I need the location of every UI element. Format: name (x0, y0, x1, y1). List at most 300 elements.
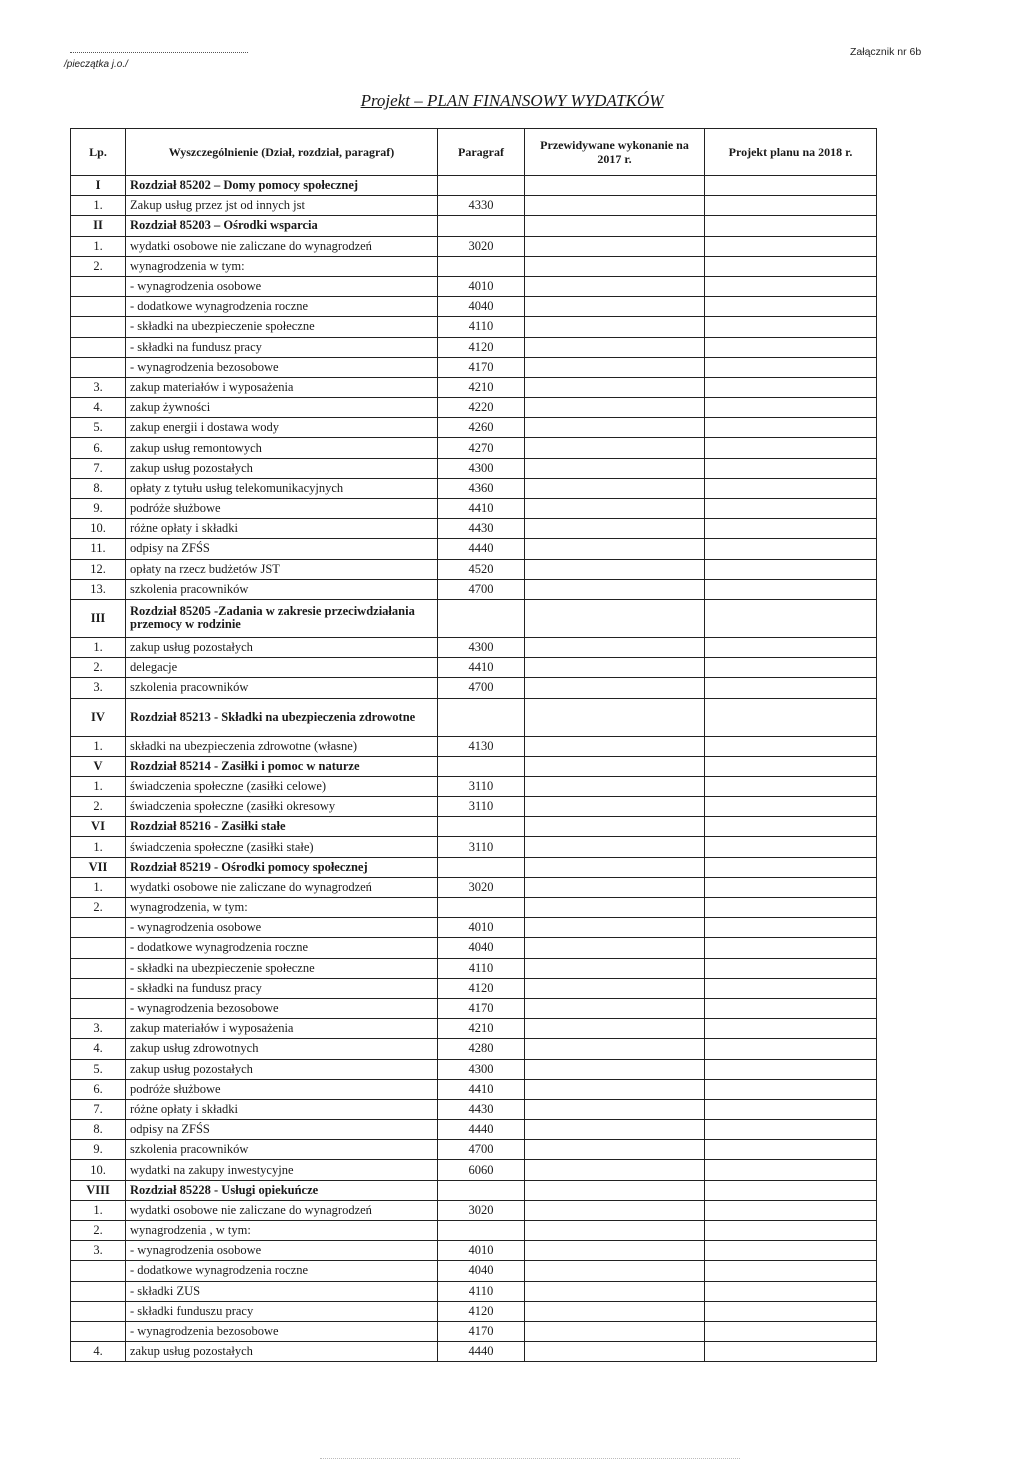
row-description: zakup usług pozostałych (126, 458, 438, 478)
annex-label: Załącznik nr 6b (850, 46, 922, 58)
table-row (71, 599, 877, 637)
row-plan-value (705, 559, 877, 579)
row-paragraf: 4430 (438, 1099, 525, 1119)
row-lp (71, 938, 126, 958)
row-lp: 4. (71, 1039, 126, 1059)
row-forecast-value (525, 418, 705, 438)
row-description: Rozdział 85202 – Domy pomocy społecznej (126, 176, 438, 196)
row-forecast-value (525, 317, 705, 337)
table-row (71, 1099, 877, 1119)
table-row (71, 559, 877, 579)
row-forecast-value (525, 637, 705, 657)
row-paragraf: 3020 (438, 236, 525, 256)
row-paragraf: 4260 (438, 418, 525, 438)
table-row (71, 776, 877, 796)
row-lp: VII (71, 857, 126, 877)
row-description: opłaty na rzecz budżetów JST (126, 559, 438, 579)
row-plan-value (705, 1140, 877, 1160)
row-forecast-value (525, 1079, 705, 1099)
row-paragraf: 4440 (438, 1120, 525, 1140)
row-plan-value (705, 817, 877, 837)
row-plan-value (705, 337, 877, 357)
row-lp (71, 958, 126, 978)
col-header-plan-2018: Projekt planu na 2018 r. (705, 129, 877, 176)
row-forecast-value (525, 658, 705, 678)
table-row (71, 1160, 877, 1180)
row-forecast-value (525, 1140, 705, 1160)
finance-plan-table (70, 128, 877, 1362)
row-description: wynagrodzenia w tym: (126, 256, 438, 276)
row-description: zakup usług zdrowotnych (126, 1039, 438, 1059)
row-lp: 6. (71, 1079, 126, 1099)
row-lp: 11. (71, 539, 126, 559)
row-description: Rozdział 85216 - Zasiłki stałe (126, 817, 438, 837)
row-plan-value (705, 317, 877, 337)
row-forecast-value (525, 1281, 705, 1301)
row-plan-value (705, 519, 877, 539)
table-row (71, 918, 877, 938)
row-description: odpisy na ZFŚS (126, 539, 438, 559)
row-forecast-value (525, 958, 705, 978)
table-row (71, 1140, 877, 1160)
row-paragraf: 4330 (438, 196, 525, 216)
row-plan-value (705, 216, 877, 236)
row-paragraf: 4210 (438, 1019, 525, 1039)
row-plan-value (705, 599, 877, 637)
row-plan-value (705, 1120, 877, 1140)
row-lp: V (71, 756, 126, 776)
row-plan-value (705, 398, 877, 418)
table-row (71, 418, 877, 438)
row-lp: II (71, 216, 126, 236)
stamp-dotted-line (70, 44, 248, 53)
table-row (71, 196, 877, 216)
row-description: odpisy na ZFŚS (126, 1120, 438, 1140)
row-paragraf: 4110 (438, 958, 525, 978)
row-paragraf: 4300 (438, 637, 525, 657)
row-forecast-value (525, 438, 705, 458)
row-description: - składki na fundusz pracy (126, 978, 438, 998)
table-row (71, 658, 877, 678)
row-lp: I (71, 176, 126, 196)
table-row (71, 1059, 877, 1079)
table-row (71, 837, 877, 857)
row-paragraf: 4520 (438, 559, 525, 579)
row-lp: 5. (71, 418, 126, 438)
row-forecast-value (525, 579, 705, 599)
table-row (71, 1321, 877, 1341)
row-forecast-value (525, 736, 705, 756)
row-description: zakup materiałów i wyposażenia (126, 377, 438, 397)
row-lp: 1. (71, 1200, 126, 1220)
row-description: - dodatkowe wynagrodzenia roczne (126, 938, 438, 958)
row-paragraf: 3110 (438, 776, 525, 796)
table-row (71, 398, 877, 418)
footer-dotted-line (320, 1458, 740, 1459)
row-forecast-value (525, 1261, 705, 1281)
table-row (71, 1221, 877, 1241)
row-lp (71, 978, 126, 998)
row-description: zakup usług remontowych (126, 438, 438, 458)
row-lp: IV (71, 698, 126, 736)
stamp-label: /pieczątka j.o./ (64, 59, 128, 70)
row-forecast-value (525, 196, 705, 216)
row-lp: 1. (71, 736, 126, 756)
row-forecast-value (525, 1160, 705, 1180)
row-paragraf (438, 1221, 525, 1241)
table-row (71, 458, 877, 478)
row-description: składki na ubezpieczenia zdrowotne (własne) (126, 736, 438, 756)
row-paragraf: 6060 (438, 1160, 525, 1180)
row-lp: 8. (71, 478, 126, 498)
table-row (71, 176, 877, 196)
row-paragraf (438, 817, 525, 837)
row-lp: 6. (71, 438, 126, 458)
row-paragraf: 4040 (438, 1261, 525, 1281)
row-description: - wynagrodzenia bezosobowe (126, 357, 438, 377)
row-forecast-value (525, 698, 705, 736)
row-description: Rozdział 85219 - Ośrodki pomocy społecznej (126, 857, 438, 877)
row-description: wydatki osobowe nie zaliczane do wynagrodzeń (126, 236, 438, 256)
row-paragraf (438, 216, 525, 236)
row-plan-value (705, 797, 877, 817)
row-description: zakup usług pozostałych (126, 1059, 438, 1079)
row-paragraf: 4040 (438, 938, 525, 958)
row-lp: 3. (71, 377, 126, 397)
row-lp (71, 297, 126, 317)
row-paragraf: 4220 (438, 398, 525, 418)
row-lp (71, 1261, 126, 1281)
table-row (71, 698, 877, 736)
table-row (71, 1120, 877, 1140)
row-forecast-value (525, 377, 705, 397)
row-forecast-value (525, 276, 705, 296)
row-forecast-value (525, 1221, 705, 1241)
row-description: wydatki na zakupy inwestycyjne (126, 1160, 438, 1180)
table-row (71, 539, 877, 559)
row-lp: VI (71, 817, 126, 837)
table-row (71, 357, 877, 377)
row-paragraf: 4120 (438, 978, 525, 998)
row-lp (71, 1301, 126, 1321)
table-row (71, 317, 877, 337)
row-paragraf (438, 857, 525, 877)
row-plan-value (705, 1099, 877, 1119)
row-paragraf: 4410 (438, 658, 525, 678)
row-forecast-value (525, 499, 705, 519)
row-forecast-value (525, 1120, 705, 1140)
row-lp: 3. (71, 678, 126, 698)
row-forecast-value (525, 857, 705, 877)
row-paragraf: 3110 (438, 837, 525, 857)
row-description: - dodatkowe wynagrodzenia roczne (126, 1261, 438, 1281)
row-paragraf: 4300 (438, 458, 525, 478)
row-lp: 13. (71, 579, 126, 599)
table-row (71, 1180, 877, 1200)
row-forecast-value (525, 877, 705, 897)
row-lp: 1. (71, 236, 126, 256)
row-description: zakup usług pozostałych (126, 1342, 438, 1362)
row-paragraf: 3020 (438, 1200, 525, 1220)
row-paragraf: 3020 (438, 877, 525, 897)
row-forecast-value (525, 256, 705, 276)
table-row (71, 958, 877, 978)
table-row (71, 817, 877, 837)
table-row (71, 898, 877, 918)
row-plan-value (705, 776, 877, 796)
row-plan-value (705, 418, 877, 438)
row-description: wydatki osobowe nie zaliczane do wynagrodzeń (126, 877, 438, 897)
row-forecast-value (525, 1321, 705, 1341)
row-paragraf: 4010 (438, 1241, 525, 1261)
row-forecast-value (525, 1200, 705, 1220)
table-header-row (71, 129, 877, 176)
row-plan-value (705, 978, 877, 998)
row-forecast-value (525, 817, 705, 837)
row-description: podróże służbowe (126, 1079, 438, 1099)
row-plan-value (705, 478, 877, 498)
row-paragraf (438, 898, 525, 918)
row-lp (71, 1321, 126, 1341)
row-description: - składki funduszu pracy (126, 1301, 438, 1321)
row-plan-value (705, 1241, 877, 1261)
row-description: świadczenia społeczne (zasiłki okresowy (126, 797, 438, 817)
table-row (71, 1079, 877, 1099)
table-row (71, 478, 877, 498)
row-lp: 8. (71, 1120, 126, 1140)
row-plan-value (705, 539, 877, 559)
row-lp: 2. (71, 898, 126, 918)
row-plan-value (705, 297, 877, 317)
table-row (71, 499, 877, 519)
row-forecast-value (525, 1039, 705, 1059)
row-paragraf: 4170 (438, 357, 525, 377)
row-paragraf: 4010 (438, 276, 525, 296)
row-lp (71, 1281, 126, 1301)
row-plan-value (705, 1301, 877, 1321)
row-paragraf: 4410 (438, 1079, 525, 1099)
row-plan-value (705, 938, 877, 958)
row-description: świadczenia społeczne (zasiłki stałe) (126, 837, 438, 857)
row-paragraf: 4130 (438, 736, 525, 756)
row-paragraf: 4110 (438, 317, 525, 337)
row-plan-value (705, 1261, 877, 1281)
page-title (0, 91, 1024, 111)
row-plan-value (705, 1321, 877, 1341)
row-plan-value (705, 1079, 877, 1099)
table-row (71, 797, 877, 817)
row-paragraf: 4700 (438, 1140, 525, 1160)
row-description: Rozdział 85214 - Zasiłki i pomoc w naturze (126, 756, 438, 776)
row-paragraf: 4360 (438, 478, 525, 498)
row-plan-value (705, 438, 877, 458)
row-lp: 1. (71, 637, 126, 657)
row-lp: 3. (71, 1019, 126, 1039)
row-plan-value (705, 1281, 877, 1301)
row-plan-value (705, 837, 877, 857)
row-description: zakup materiałów i wyposażenia (126, 1019, 438, 1039)
table-row (71, 216, 877, 236)
table-row (71, 678, 877, 698)
row-paragraf: 4410 (438, 499, 525, 519)
row-plan-value (705, 1221, 877, 1241)
table-row (71, 877, 877, 897)
row-description: zakup żywności (126, 398, 438, 418)
table-row (71, 978, 877, 998)
row-forecast-value (525, 1059, 705, 1079)
row-description: delegacje (126, 658, 438, 678)
table-row (71, 377, 877, 397)
table-row (71, 1342, 877, 1362)
row-lp: 10. (71, 519, 126, 539)
row-description: podróże służbowe (126, 499, 438, 519)
row-lp: 1. (71, 196, 126, 216)
row-forecast-value (525, 1301, 705, 1321)
row-description: - składki na ubezpieczenie społeczne (126, 958, 438, 978)
row-forecast-value (525, 216, 705, 236)
table-row (71, 736, 877, 756)
row-lp: 4. (71, 1342, 126, 1362)
row-description: Rozdział 85228 - Usługi opiekuńcze (126, 1180, 438, 1200)
row-description: - wynagrodzenia osobowe (126, 1241, 438, 1261)
table-body (71, 176, 877, 1362)
row-forecast-value (525, 176, 705, 196)
row-plan-value (705, 736, 877, 756)
row-lp: 2. (71, 658, 126, 678)
row-description: wydatki osobowe nie zaliczane do wynagrodzeń (126, 1200, 438, 1220)
row-lp (71, 998, 126, 1018)
row-forecast-value (525, 998, 705, 1018)
row-forecast-value (525, 756, 705, 776)
row-lp: 12. (71, 559, 126, 579)
row-plan-value (705, 1019, 877, 1039)
row-forecast-value (525, 1342, 705, 1362)
row-plan-value (705, 1200, 877, 1220)
row-plan-value (705, 196, 877, 216)
row-forecast-value (525, 357, 705, 377)
table-row (71, 857, 877, 877)
row-description: - składki ZUS (126, 1281, 438, 1301)
row-lp (71, 276, 126, 296)
row-lp: III (71, 599, 126, 637)
row-paragraf: 4110 (438, 1281, 525, 1301)
row-forecast-value (525, 337, 705, 357)
row-plan-value (705, 1160, 877, 1180)
row-lp (71, 918, 126, 938)
row-plan-value (705, 377, 877, 397)
row-forecast-value (525, 898, 705, 918)
row-plan-value (705, 176, 877, 196)
row-description: - wynagrodzenia osobowe (126, 918, 438, 938)
row-forecast-value (525, 297, 705, 317)
row-paragraf: 4120 (438, 337, 525, 357)
row-lp: 10. (71, 1160, 126, 1180)
row-description: - dodatkowe wynagrodzenia roczne (126, 297, 438, 317)
row-description: - wynagrodzenia osobowe (126, 276, 438, 296)
row-paragraf: 4700 (438, 678, 525, 698)
row-forecast-value (525, 978, 705, 998)
row-description: opłaty z tytułu usług telekomunikacyjnych (126, 478, 438, 498)
row-description: zakup usług pozostałych (126, 637, 438, 657)
row-paragraf: 4300 (438, 1059, 525, 1079)
row-forecast-value (525, 458, 705, 478)
row-description: - wynagrodzenia bezosobowe (126, 998, 438, 1018)
row-paragraf: 4430 (438, 519, 525, 539)
row-plan-value (705, 918, 877, 938)
row-description: - składki na fundusz pracy (126, 337, 438, 357)
row-lp: VIII (71, 1180, 126, 1200)
table-row (71, 276, 877, 296)
row-plan-value (705, 236, 877, 256)
row-paragraf: 4170 (438, 998, 525, 1018)
row-lp: 1. (71, 837, 126, 857)
row-paragraf: 4280 (438, 1039, 525, 1059)
row-lp: 4. (71, 398, 126, 418)
row-description: różne opłaty i składki (126, 1099, 438, 1119)
row-lp: 7. (71, 458, 126, 478)
row-forecast-value (525, 1180, 705, 1200)
row-forecast-value (525, 678, 705, 698)
row-lp: 2. (71, 256, 126, 276)
row-description: różne opłaty i składki (126, 519, 438, 539)
row-forecast-value (525, 797, 705, 817)
row-forecast-value (525, 478, 705, 498)
table-row (71, 1039, 877, 1059)
row-forecast-value (525, 918, 705, 938)
row-lp: 5. (71, 1059, 126, 1079)
row-plan-value (705, 877, 877, 897)
row-description: szkolenia pracowników (126, 678, 438, 698)
row-description: Rozdział 85205 -Zadania w zakresie przeciwdziałania przemocy w rodzinie (126, 599, 438, 637)
row-paragraf (438, 1180, 525, 1200)
col-header-description: Wyszczególnienie (Dział, rozdział, paragraf) (126, 129, 438, 176)
row-plan-value (705, 756, 877, 776)
row-description: zakup energii i dostawa wody (126, 418, 438, 438)
row-plan-value (705, 637, 877, 657)
table-row (71, 438, 877, 458)
row-paragraf (438, 698, 525, 736)
row-description: Rozdział 85203 – Ośrodki wsparcia (126, 216, 438, 236)
row-paragraf: 4120 (438, 1301, 525, 1321)
row-plan-value (705, 678, 877, 698)
row-forecast-value (525, 398, 705, 418)
row-description: - wynagrodzenia bezosobowe (126, 1321, 438, 1341)
row-description: świadczenia społeczne (zasiłki celowe) (126, 776, 438, 796)
row-description: Zakup usług przez jst od innych jst (126, 196, 438, 216)
row-description: wynagrodzenia , w tym: (126, 1221, 438, 1241)
row-forecast-value (525, 519, 705, 539)
row-lp: 3. (71, 1241, 126, 1261)
row-plan-value (705, 958, 877, 978)
row-paragraf (438, 756, 525, 776)
row-plan-value (705, 1342, 877, 1362)
table-row (71, 579, 877, 599)
row-plan-value (705, 898, 877, 918)
row-lp: 9. (71, 499, 126, 519)
row-description: - składki na ubezpieczenie społeczne (126, 317, 438, 337)
row-paragraf: 3110 (438, 797, 525, 817)
row-lp: 7. (71, 1099, 126, 1119)
row-paragraf: 4700 (438, 579, 525, 599)
row-forecast-value (525, 1241, 705, 1261)
table-row (71, 1301, 877, 1321)
table-row (71, 1019, 877, 1039)
row-forecast-value (525, 776, 705, 796)
row-plan-value (705, 658, 877, 678)
row-lp: 1. (71, 877, 126, 897)
col-header-forecast-2017: Przewidywane wykonanie na 2017 r. (525, 129, 705, 176)
row-plan-value (705, 698, 877, 736)
